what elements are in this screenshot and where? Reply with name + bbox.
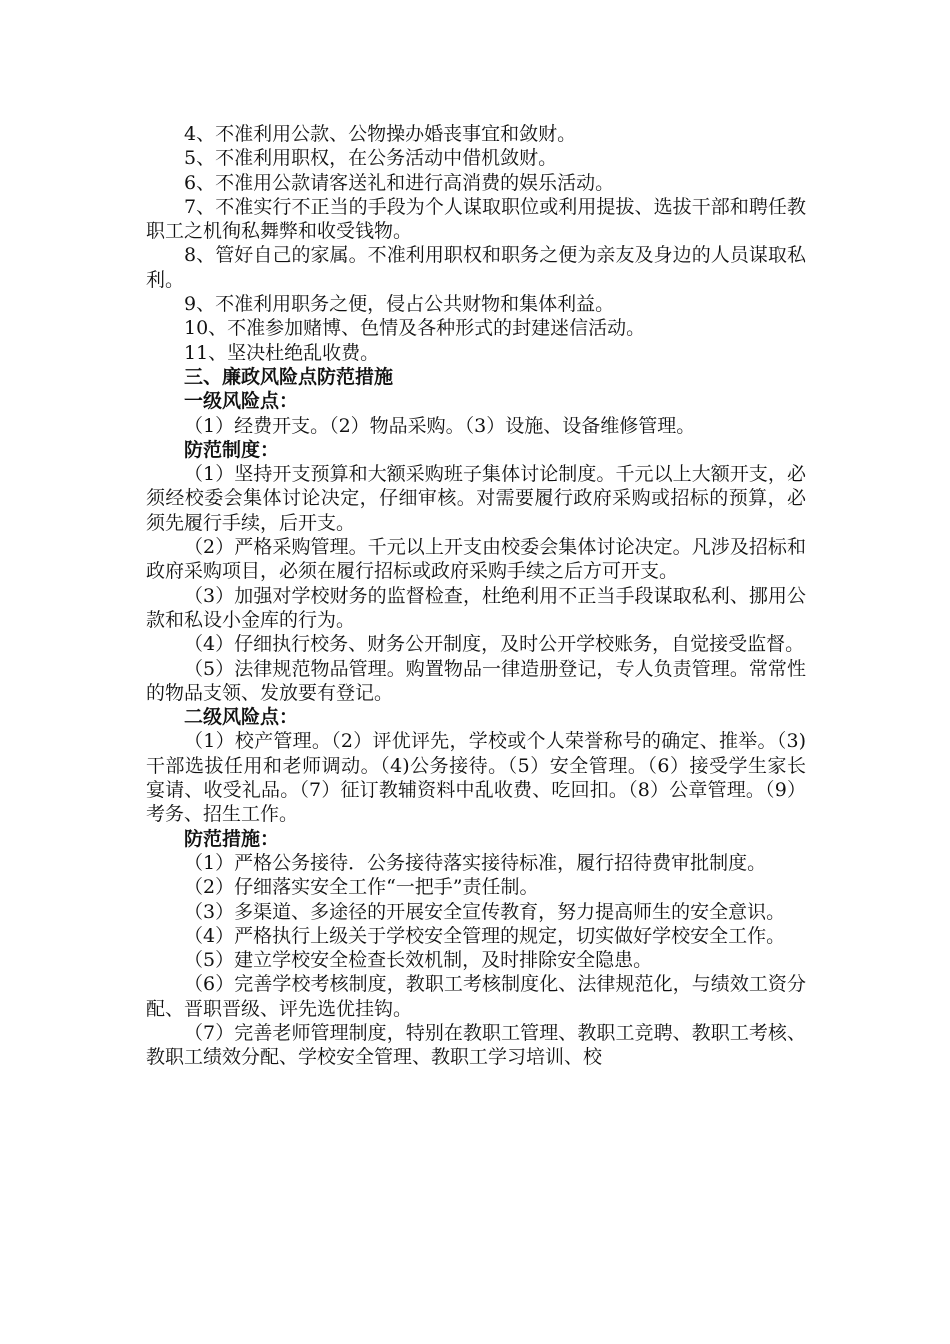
prevention-system-item-3: （3）加强对学校财务的监督检查，杜绝利用不正当手段谋取私利、挪用公款和私设小金库的行为。	[146, 584, 806, 631]
rule-item-11: 11、坚决杜绝乱收费。	[184, 341, 380, 364]
prevention-measure-item-7: （7）完善老师管理制度，特别在教职工管理、教职工竞聘、教职工考核、教职工绩效分配、学校安全管理、教职工学习培训、校	[146, 1021, 806, 1069]
rule-item-5: 5、不准利用职权，在公务活动中借机敛财。	[184, 147, 558, 170]
rule-item-7: 7、不准实行不正当的手段为个人谋取职位或利用提拔、选拔干部和聘任教职工之机徇私舞弊和收受钱物。	[146, 195, 806, 243]
rule-item-8: 8、管好自己的家属。不准利用职权和职务之便为亲友及身边的人员谋取私利。	[146, 244, 806, 291]
prevention-system-item-2: （2）严格采购管理。千元以上开支由校委会集体讨论决定。凡涉及招标和政府采购项目，必须在履行招标或政府采购手续之后方可开支。	[146, 536, 806, 583]
level-one-risk-list: （1）经费开支。（2）物品采购。（3）设施、设备维修管理。	[184, 414, 696, 437]
prevention-measure-item-2: （2）仔细落实安全工作“一把手”责任制。	[184, 876, 539, 899]
rule-item-9: 9、不准利用职务之便，侵占公共财物和集体利益。	[184, 293, 615, 316]
prevention-system-item-4: （4）仔细执行校务、财务公开制度，及时公开学校账务，自觉接受监督。	[184, 633, 805, 656]
rule-item-6: 6、不准用公款请客送礼和进行高消费的娱乐活动。	[184, 171, 615, 194]
prevention-system-item-5: （5）法律规范物品管理。购置物品一律造册登记，专人负责管理。常常性的物品支领、发放要有登记。	[146, 657, 806, 704]
prevention-measure-item-6: （6）完善学校考核制度，教职工考核制度化、法律规范化，与绩效工资分配、晋职晋级、评先选优挂钩。	[146, 973, 806, 1020]
prevention-measures-heading: 防范措施：	[184, 827, 280, 850]
level-two-risk-heading: 二级风险点：	[184, 706, 299, 729]
prevention-system-item-1: （1）坚持开支预算和大额采购班子集体讨论制度。千元以上大额开支，必须经校委会集体讨论决定，仔细审核。对需要履行政府采购或招标的预算，必须先履行手续，后开支。	[146, 463, 806, 534]
rule-item-4: 4、不准利用公款、公物操办婚丧事宜和敛财。	[184, 123, 577, 145]
prevention-measure-item-4: （4）严格执行上级关于学校安全管理的规定，切实做好学校安全工作。	[184, 924, 786, 947]
prevention-measure-item-3: （3）多渠道、多途径的开展安全宣传教育，努力提高师生的安全意识。	[184, 900, 786, 923]
level-one-risk-heading: 一级风险点：	[184, 390, 299, 413]
rule-item-10: 10、不准参加赌博、色情及各种形式的封建迷信活动。	[184, 317, 646, 340]
level-two-risk-list: （1）校产管理。（2）评优评先，学校或个人荣誉称号的确定、推举。（3)干部选拔任用和老师调动。（4)公务接待。（5）安全管理。（6）接受学生家长宴请、收受礼品。（7）征订教辅资料中乱收费、吃回扣。（8）公章管理。（9）考务、招生工作。	[146, 730, 806, 826]
prevention-measure-item-5: （5）建立学校安全检查长效机制，及时排除安全隐患。	[184, 949, 653, 972]
prevention-measure-item-1: （1）严格公务接待．公务接待落实接待标准，履行招待费审批制度。	[184, 851, 767, 874]
section-heading: 三、廉政风险点防范措施	[184, 365, 394, 388]
document-page	[146, 122, 806, 1070]
prevention-system-heading: 防范制度：	[184, 438, 280, 461]
